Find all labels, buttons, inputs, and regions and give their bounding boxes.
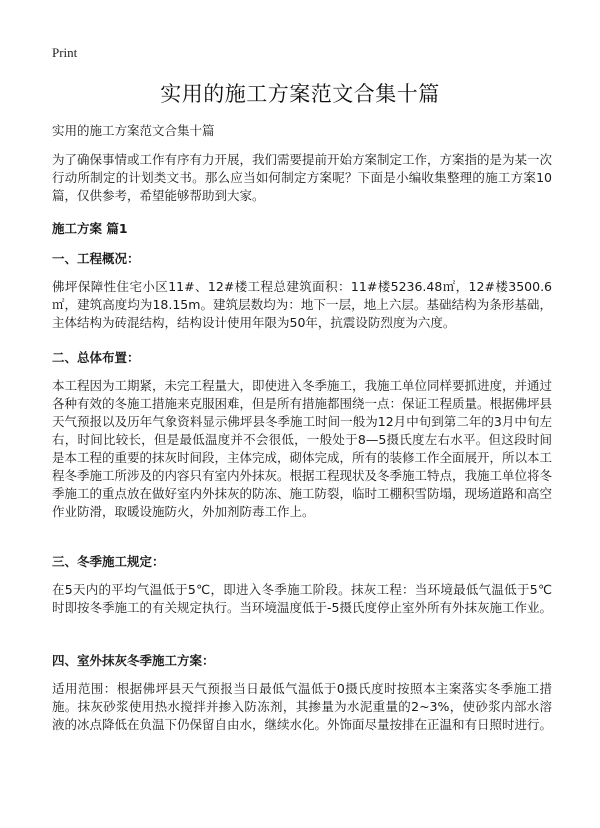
section-body-winter-rules: 在5天内的平均气温低于5℃，即进入冬季施工阶段。抹灰工程：当环境最低气温低于5℃时即按冬季施工的有关规定执行。当环境温度低于-5摄氏度停止室外所有外抹灰施工作业。 xyxy=(52,582,552,615)
section-heading-layout: 二、总体布置： xyxy=(52,350,140,365)
section-body-overview: 佛坪保障性住宅小区11#、12#楼工程总建筑面积：11#楼5236.48㎡，12#楼3500.6㎡，建筑高度均为18.15m。建筑层数均为：地下一层，地上六层。基础结构为条形基础，主体结构为砖混结构，结构设计使用年限为50年，抗震设防烈度为六度。 xyxy=(52,279,552,330)
section-title: 施工方案 篇1 xyxy=(52,221,128,236)
section-heading-overview: 一、工程概况： xyxy=(52,251,140,266)
section-body-exterior-plaster: 适用范围：根据佛坪县天气预报当日最低气温低于0摄氏度时按照本主案落实冬季施工措施。抹灰砂浆使用热水搅拌并掺入防冻剂，其掺量为水泥重量的2~3%，使砂浆内部水溶液的冰点降低在负温下仍保留自由水，继续水化。外饰面尽量按排在正温和有日照时进行。 xyxy=(52,681,553,732)
section-heading-winter-rules: 三、冬季施工规定： xyxy=(52,554,165,569)
intro-paragraph: 为了确保事情或工作有序有力开展，我们需要提前开始方案制定工作，方案指的是为某一次行动所制定的计划类文书。那么应当如何制定方案呢？下面是小编收集整理的施工方案10篇，仅供参考，希望能够帮助到大家。 xyxy=(52,152,553,203)
print-label: Print xyxy=(52,45,78,60)
section-body-layout: 本工程因为工期紧，未完工程量大，即使进入冬季施工，我施工单位同样要抓进度，并通过各种有效的冬施工措施来克服困难，但是所有措施都围绕一点：保证工程质量。根据佛坪县天气预报以及历年气象资料显示佛坪县冬季施工时间一般为12月中旬到第二年的3月中旬左右，时间比较长，但是最低温度并不会很低，一般处于8—5摄氏度左右水平。但这段时间是本工程的重要的抹灰时间段，主体完成，砌体完成，所有的装修工作全面展开，所以本工程冬季施工所涉及的内容只有室内外抹灰。根据工程现状及冬季施工特点，我施工单位将冬季施工的重点放在做好室内外抹灰的防冻、施工防裂，临时工棚积雪防塌，现场道路和高空作业防滑，取暖设施防火，外加剂防毒工作上。 xyxy=(52,378,553,519)
document-subtitle: 实用的施工方案范文合集十篇 xyxy=(52,123,215,138)
section-heading-exterior-plaster: 四、室外抹灰冬季施工方案： xyxy=(52,653,215,668)
document-title: 实用的施工方案范文合集十篇 xyxy=(160,82,440,106)
